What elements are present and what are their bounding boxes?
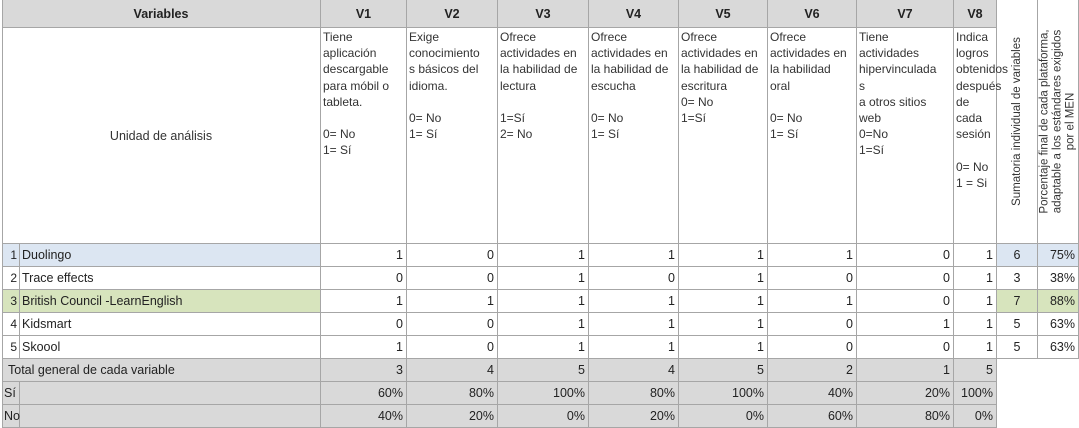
value-cell[interactable]: 0 bbox=[589, 267, 679, 290]
value-cell[interactable]: 0 bbox=[857, 336, 954, 359]
sum-cell[interactable]: 3 bbox=[997, 267, 1038, 290]
total-cell[interactable]: 1 bbox=[857, 359, 954, 382]
value-cell[interactable]: 1 bbox=[498, 313, 589, 336]
no-spacer bbox=[20, 405, 321, 428]
value-cell[interactable]: 0 bbox=[407, 244, 498, 267]
variable-description-v8: Indica logros obtenidos después de cada sesión 0= No 1 = Si bbox=[954, 28, 997, 244]
si-percent-cell[interactable]: 80% bbox=[407, 382, 498, 405]
si-percent-cell[interactable]: 20% bbox=[857, 382, 954, 405]
value-cell[interactable]: 1 bbox=[679, 267, 768, 290]
variable-description-v6: Ofrece actividades en la habilidad oral 0= No 1= Sí bbox=[768, 28, 857, 244]
value-cell[interactable]: 1 bbox=[498, 267, 589, 290]
total-cell[interactable]: 4 bbox=[589, 359, 679, 382]
total-cell[interactable]: 2 bbox=[768, 359, 857, 382]
no-label: No bbox=[2, 405, 20, 428]
value-cell[interactable]: 1 bbox=[498, 244, 589, 267]
sum-header-text: Sumatoria individual de variables bbox=[1010, 37, 1023, 206]
si-percent-cell[interactable]: 60% bbox=[321, 382, 407, 405]
value-cell[interactable]: 0 bbox=[768, 267, 857, 290]
value-cell[interactable]: 1 bbox=[768, 290, 857, 313]
column-header-v6: V6 bbox=[768, 0, 857, 28]
grid-left-border bbox=[2, 0, 3, 428]
sum-cell[interactable]: 5 bbox=[997, 336, 1038, 359]
percentage-cell[interactable]: 63% bbox=[1038, 313, 1079, 336]
row-index: 5 bbox=[2, 336, 20, 359]
value-cell[interactable]: 1 bbox=[768, 244, 857, 267]
variable-description-v5: Ofrece actividades en la habilidad de escritura 0= No 1=Sí bbox=[679, 28, 768, 244]
sum-header bbox=[997, 0, 1038, 244]
no-percent-cell[interactable]: 0% bbox=[954, 405, 997, 428]
column-header-v1: V1 bbox=[321, 0, 407, 28]
percentage-header-text: Porcentaje final de cada plataforma, adaptable a los estándares exigidos por el MEN bbox=[1038, 29, 1077, 214]
percentage-header bbox=[1038, 0, 1079, 244]
value-cell[interactable]: 0 bbox=[407, 267, 498, 290]
si-percent-cell[interactable]: 100% bbox=[679, 382, 768, 405]
value-cell[interactable]: 1 bbox=[589, 290, 679, 313]
value-cell[interactable]: 1 bbox=[498, 336, 589, 359]
column-header-v2: V2 bbox=[407, 0, 498, 28]
no-percent-cell[interactable]: 20% bbox=[407, 405, 498, 428]
sum-cell[interactable]: 6 bbox=[997, 244, 1038, 267]
platform-name[interactable]: Duolingo bbox=[20, 244, 321, 267]
value-cell[interactable]: 1 bbox=[954, 267, 997, 290]
value-cell[interactable]: 1 bbox=[954, 290, 997, 313]
column-header-v5: V5 bbox=[679, 0, 768, 28]
row-index: 4 bbox=[2, 313, 20, 336]
value-cell[interactable]: 0 bbox=[857, 290, 954, 313]
value-cell[interactable]: 1 bbox=[589, 313, 679, 336]
variable-description-v3: Ofrece actividades en la habilidad de lectura 1=Sí 2= No bbox=[498, 28, 589, 244]
value-cell[interactable]: 0 bbox=[768, 336, 857, 359]
no-percent-cell[interactable]: 40% bbox=[321, 405, 407, 428]
value-cell[interactable]: 1 bbox=[589, 244, 679, 267]
total-cell[interactable]: 5 bbox=[679, 359, 768, 382]
si-percent-cell[interactable]: 100% bbox=[954, 382, 997, 405]
value-cell[interactable]: 1 bbox=[679, 290, 768, 313]
value-cell[interactable]: 0 bbox=[857, 267, 954, 290]
value-cell[interactable]: 1 bbox=[679, 336, 768, 359]
no-percent-cell[interactable]: 0% bbox=[498, 405, 589, 428]
value-cell[interactable]: 0 bbox=[857, 244, 954, 267]
no-percent-cell[interactable]: 80% bbox=[857, 405, 954, 428]
row-index: 1 bbox=[2, 244, 20, 267]
row-index: 3 bbox=[2, 290, 20, 313]
totals-label: Total general de cada variable bbox=[2, 359, 321, 382]
percentage-cell[interactable]: 75% bbox=[1038, 244, 1079, 267]
platform-name[interactable]: Kidsmart bbox=[20, 313, 321, 336]
column-header-v3: V3 bbox=[498, 0, 589, 28]
value-cell[interactable]: 1 bbox=[321, 290, 407, 313]
platform-name[interactable]: Skoool bbox=[20, 336, 321, 359]
total-cell[interactable]: 5 bbox=[954, 359, 997, 382]
value-cell[interactable]: 1 bbox=[857, 313, 954, 336]
value-cell[interactable]: 1 bbox=[321, 336, 407, 359]
variable-description-v2: Exige conocimiento s básicos del idioma. 0= No 1= Sí bbox=[407, 28, 498, 244]
column-header-v8: V8 bbox=[954, 0, 997, 28]
no-percent-cell[interactable]: 0% bbox=[679, 405, 768, 428]
value-cell[interactable]: 1 bbox=[321, 244, 407, 267]
variable-description-v1: Tiene aplicación descargable para móbil o tableta. 0= No 1= Sí bbox=[321, 28, 407, 244]
value-cell[interactable]: 0 bbox=[407, 313, 498, 336]
total-cell[interactable]: 4 bbox=[407, 359, 498, 382]
column-header-v7: V7 bbox=[857, 0, 954, 28]
value-cell[interactable]: 1 bbox=[679, 244, 768, 267]
value-cell[interactable]: 1 bbox=[679, 313, 768, 336]
total-cell[interactable]: 5 bbox=[498, 359, 589, 382]
value-cell[interactable]: 0 bbox=[768, 313, 857, 336]
si-percent-cell[interactable]: 80% bbox=[589, 382, 679, 405]
percentage-cell[interactable]: 88% bbox=[1038, 290, 1079, 313]
value-cell[interactable]: 1 bbox=[954, 313, 997, 336]
sum-cell[interactable]: 5 bbox=[997, 313, 1038, 336]
total-cell[interactable]: 3 bbox=[321, 359, 407, 382]
variable-description-v4: Ofrece actividades en la habilidad de escucha 0= No 1= Sí bbox=[589, 28, 679, 244]
variable-description-v7: Tiene actividades hipervinculada s a otros sitios web 0=No 1=Sí bbox=[857, 28, 954, 244]
platform-name[interactable]: Trace effects bbox=[20, 267, 321, 290]
no-percent-cell[interactable]: 20% bbox=[589, 405, 679, 428]
value-cell[interactable]: 0 bbox=[407, 336, 498, 359]
unit-of-analysis-label: Unidad de análisis bbox=[2, 28, 321, 244]
column-header-v4: V4 bbox=[589, 0, 679, 28]
variables-header: Variables bbox=[2, 0, 321, 28]
percentage-cell[interactable]: 38% bbox=[1038, 267, 1079, 290]
value-cell[interactable]: 1 bbox=[407, 290, 498, 313]
no-percent-cell[interactable]: 60% bbox=[768, 405, 857, 428]
si-percent-cell[interactable]: 100% bbox=[498, 382, 589, 405]
value-cell[interactable]: 1 bbox=[589, 336, 679, 359]
value-cell[interactable]: 1 bbox=[954, 244, 997, 267]
value-cell[interactable]: 1 bbox=[954, 336, 997, 359]
sum-cell[interactable]: 7 bbox=[997, 290, 1038, 313]
value-cell[interactable]: 0 bbox=[321, 313, 407, 336]
platform-name[interactable]: British Council -LearnEnglish bbox=[20, 290, 321, 313]
value-cell[interactable]: 0 bbox=[321, 267, 407, 290]
si-percent-cell[interactable]: 40% bbox=[768, 382, 857, 405]
si-label: Sí bbox=[2, 382, 20, 405]
row-index: 2 bbox=[2, 267, 20, 290]
percentage-cell[interactable]: 63% bbox=[1038, 336, 1079, 359]
si-spacer bbox=[20, 382, 321, 405]
value-cell[interactable]: 1 bbox=[498, 290, 589, 313]
